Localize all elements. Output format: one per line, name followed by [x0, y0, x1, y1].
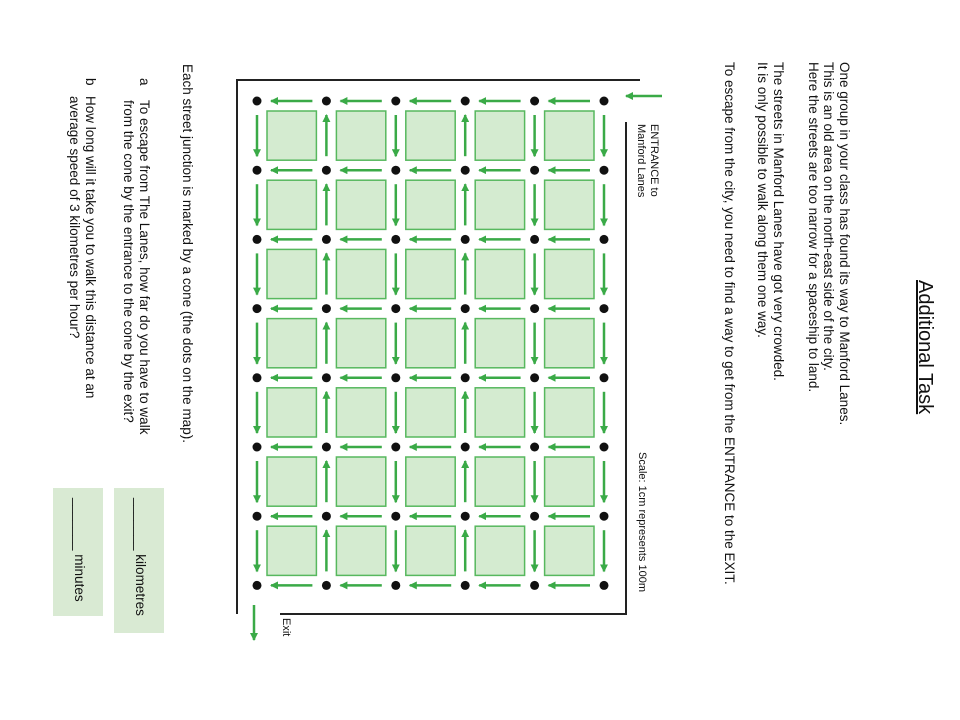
city-block [475, 180, 524, 229]
junction-cone [253, 373, 262, 382]
junction-cone [461, 97, 470, 106]
city-block [475, 388, 524, 437]
junction-cone [461, 235, 470, 244]
question-a-line: from the cone by the entrance to the cone by the exit? [121, 100, 137, 423]
city-block [475, 319, 524, 368]
intro-line: The streets in Manford Lanes have got very crowded. [771, 62, 786, 381]
city-block [336, 457, 385, 506]
intro-line: One group in your class has found its way to Manford Lanes. [837, 62, 852, 426]
junction-cone [253, 443, 262, 452]
junction-cone [600, 304, 609, 313]
junction-cone [391, 443, 400, 452]
questions-intro: Each street junction is marked by a cone (the dots on the map). [180, 64, 195, 443]
city-block [545, 180, 594, 229]
city-block [267, 249, 316, 298]
junction-cone [600, 166, 609, 175]
junction-cone [322, 304, 331, 313]
junction-cone [600, 97, 609, 106]
city-block [267, 319, 316, 368]
junction-cone [461, 373, 470, 382]
answer-a-unit: _______ kilometres [133, 498, 148, 616]
city-block [336, 180, 385, 229]
junction-cone [322, 581, 331, 590]
junction-cone [461, 443, 470, 452]
junction-cone [391, 373, 400, 382]
city-block [475, 111, 524, 160]
junction-cone [322, 443, 331, 452]
junction-cone [253, 166, 262, 175]
junction-cone [253, 235, 262, 244]
question-a [121, 100, 152, 434]
junction-cone [530, 373, 539, 382]
junction-cone [461, 581, 470, 590]
city-block [545, 111, 594, 160]
question-b [67, 96, 98, 398]
city-block [267, 388, 316, 437]
question-b-line: How long will it take you to walk this distance at an [83, 96, 98, 399]
city-block [406, 111, 455, 160]
junction-cone [600, 235, 609, 244]
city-block [336, 111, 385, 160]
question-a-line: To escape from The Lanes, how far do you have to walk [137, 100, 152, 435]
entrance-label-line: ENTRANCE to [648, 124, 660, 197]
junction-cone [461, 166, 470, 175]
junction-cone [600, 512, 609, 521]
junction-cone [391, 512, 400, 521]
city-block [545, 457, 594, 506]
junction-cone [600, 373, 609, 382]
intro-paragraph-3: To escape from the city, you need to find a way to get from the ENTRANCE to the EXIT. [722, 62, 737, 585]
junction-cone [461, 304, 470, 313]
junction-cone [391, 235, 400, 244]
question-b-line: average speed of 3 kilometres per hour? [67, 96, 83, 339]
city-block [406, 388, 455, 437]
city-block [545, 249, 594, 298]
scale-label: Scale: 1cm represents 100m [636, 452, 648, 593]
junction-cone [461, 512, 470, 521]
city-block [545, 319, 594, 368]
city-block [267, 526, 316, 575]
junction-cone [322, 373, 331, 382]
answer-b-unit: _______ minutes [72, 498, 87, 602]
city-block [336, 526, 385, 575]
question-a-letter: a [137, 78, 152, 86]
city-block [406, 526, 455, 575]
entrance-label-line: Manford Lanes [635, 124, 648, 198]
exit-label: Exit [280, 618, 292, 637]
page-title: Additional Task [914, 280, 936, 415]
junction-cone [530, 304, 539, 313]
junction-cone [391, 304, 400, 313]
junction-cone [530, 512, 539, 521]
intro-line: It is only possible to walk along them one way. [755, 62, 771, 338]
junction-cone [530, 235, 539, 244]
junction-cone [391, 581, 400, 590]
junction-cone [530, 97, 539, 106]
city-block [406, 457, 455, 506]
city-block [336, 388, 385, 437]
city-block [406, 319, 455, 368]
junction-cone [322, 166, 331, 175]
junction-cone [322, 97, 331, 106]
city-block [406, 180, 455, 229]
city-block [475, 526, 524, 575]
junction-cone [600, 443, 609, 452]
city-block [267, 111, 316, 160]
junction-cone [253, 97, 262, 106]
city-block [475, 457, 524, 506]
question-b-letter: b [83, 78, 98, 86]
intro-line: This is an old area on the north-east side of the city. [821, 62, 837, 371]
answer-box-a[interactable] [114, 488, 164, 633]
junction-cone [530, 166, 539, 175]
city-block [475, 249, 524, 298]
junction-cone [253, 581, 262, 590]
junction-cone [322, 235, 331, 244]
junction-cone [253, 304, 262, 313]
junction-cone [391, 166, 400, 175]
junction-cone [600, 581, 609, 590]
intro-line: Here the streets are too narrow for a spaceship to land. [806, 62, 821, 393]
junction-cone [530, 443, 539, 452]
city-block [267, 457, 316, 506]
junction-cone [253, 512, 262, 521]
junction-cone [530, 581, 539, 590]
city-block [336, 319, 385, 368]
city-block [336, 249, 385, 298]
junction-cone [322, 512, 331, 521]
city-block [267, 180, 316, 229]
city-block [545, 526, 594, 575]
city-block [406, 249, 455, 298]
city-block [545, 388, 594, 437]
junction-cone [391, 97, 400, 106]
answer-box-b[interactable] [53, 488, 103, 616]
